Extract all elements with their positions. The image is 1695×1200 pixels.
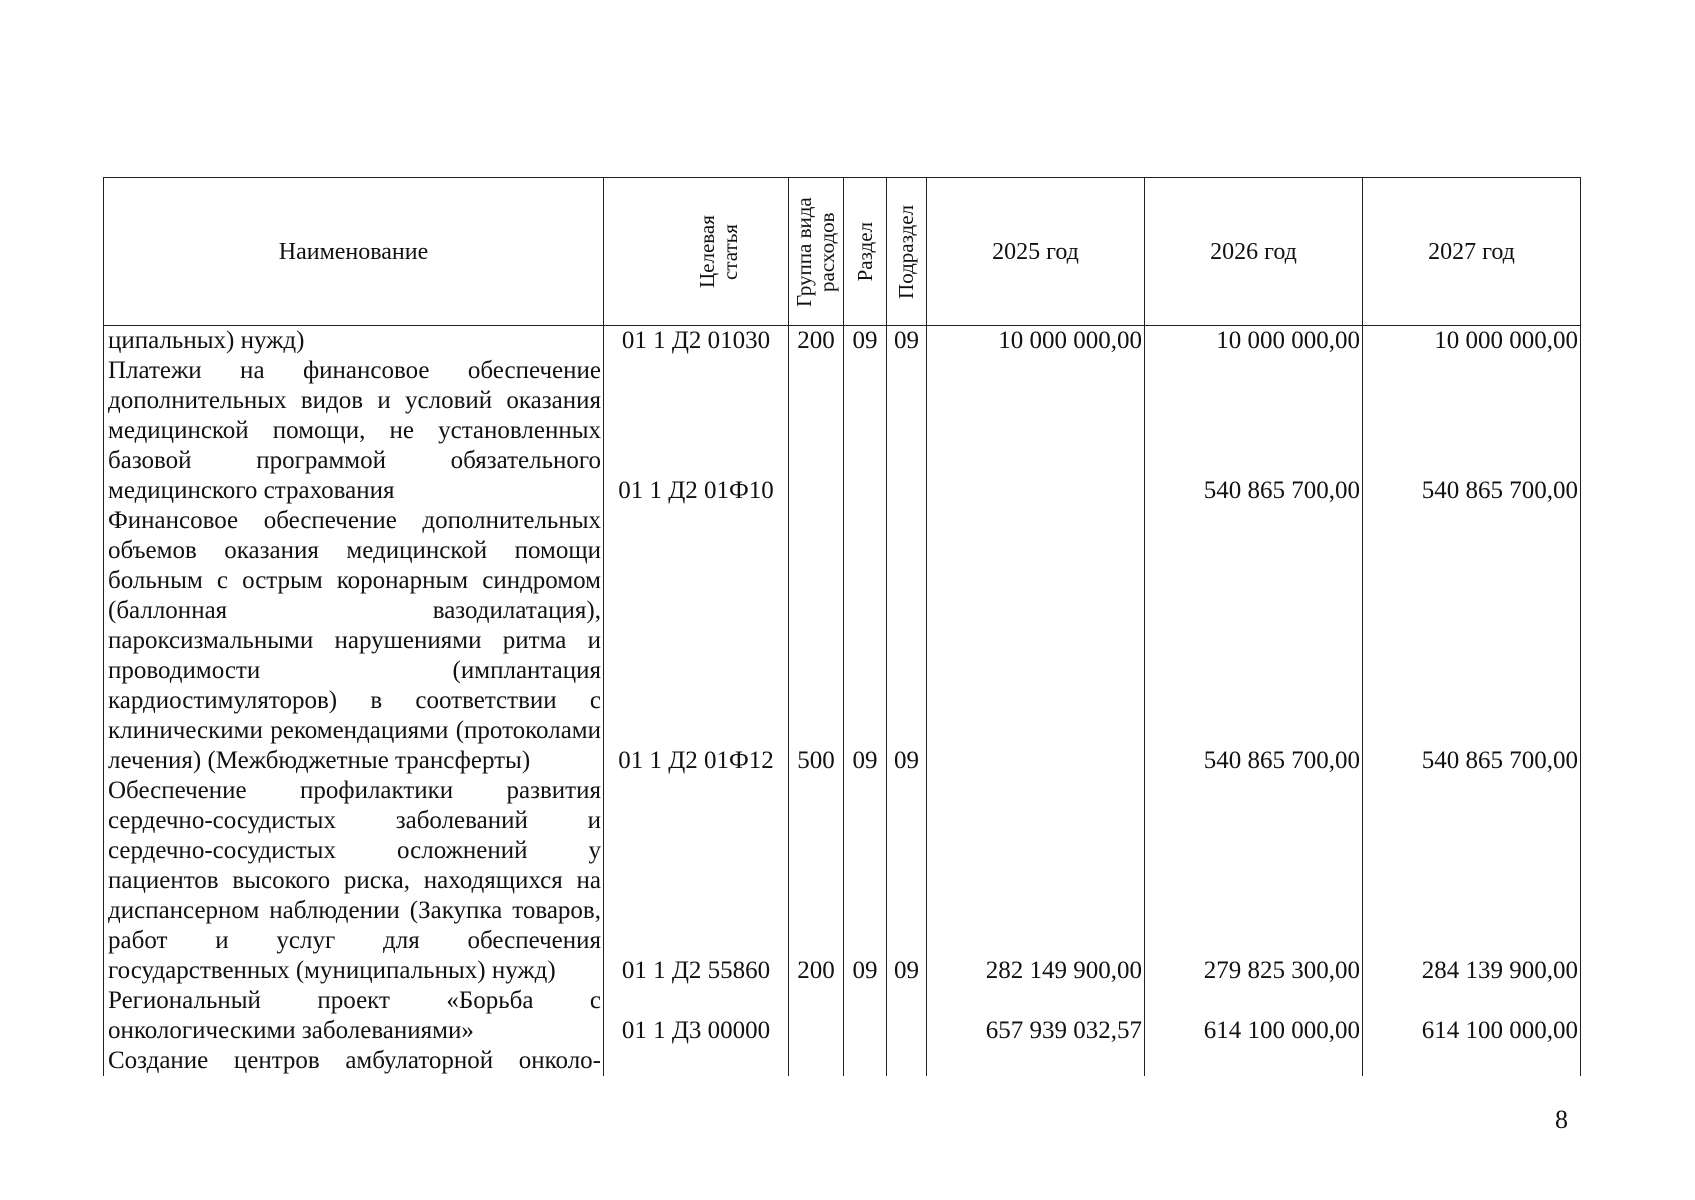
row-2026: 10 000 000,00: [1145, 326, 1363, 357]
row-2025: 657 939 032,57: [927, 986, 1145, 1046]
header-row: [104, 178, 1581, 326]
header-expense-group: [789, 178, 844, 326]
row-2027: [1363, 1046, 1581, 1076]
row-name: Обеспечение профилактики развития сердечно-сосудистых заболеваний и сердечно-сосудистых осложнений у пациентов высокого риска, находящихся на диспансерном наблюдении (Закупка товаров, работ и услуг для обеспечения государственных (муниципальных) нужд): [104, 776, 604, 986]
row-2025: 10 000 000,00: [927, 326, 1145, 357]
row-code: [604, 1046, 789, 1076]
row-group: 200: [789, 326, 844, 357]
row-section: 09: [844, 776, 887, 986]
row-group: 500: [789, 506, 844, 776]
table-row: [104, 356, 1581, 506]
row-subsection: 09: [887, 326, 927, 357]
row-group: [789, 986, 844, 1046]
header-section: [844, 178, 887, 326]
row-2026: [1145, 1046, 1363, 1076]
row-2027: 540 865 700,00: [1363, 356, 1581, 506]
row-2027: 10 000 000,00: [1363, 326, 1581, 357]
row-2027: 540 865 700,00: [1363, 506, 1581, 776]
row-section: [844, 986, 887, 1046]
row-section: 09: [844, 326, 887, 357]
row-2026: 540 865 700,00: [1145, 356, 1363, 506]
row-subsection: [887, 356, 927, 506]
row-2026: 279 825 300,00: [1145, 776, 1363, 986]
row-group: [789, 1046, 844, 1076]
header-name: Наименование: [104, 178, 604, 326]
header-2025: 2025 год: [927, 178, 1145, 326]
row-subsection: 09: [887, 776, 927, 986]
table-row: [104, 776, 1581, 986]
row-2025: 282 149 900,00: [927, 776, 1145, 986]
row-subsection: 09: [887, 506, 927, 776]
row-name: Создание центров амбулаторной онколо-: [104, 1046, 604, 1076]
row-name: Платежи на финансовое обеспечение дополнительных видов и условий оказания медицинской помощи, не установленных базовой программой обязательного медицинского страхования: [104, 356, 604, 506]
row-code: 01 1 Д2 01Ф12: [604, 506, 789, 776]
row-code: 01 1 Д2 55860: [604, 776, 789, 986]
table-row: [104, 506, 1581, 776]
row-group: [789, 356, 844, 506]
row-2026: 614 100 000,00: [1145, 986, 1363, 1046]
row-name: Региональный проект «Борьба с онкологическими заболеваниями»: [104, 986, 604, 1046]
table-row: [104, 986, 1581, 1046]
table-row: [104, 326, 1581, 357]
row-2025: [927, 506, 1145, 776]
row-2027: 614 100 000,00: [1363, 986, 1581, 1046]
row-2025: [927, 1046, 1145, 1076]
row-code: 01 1 Д2 01Ф10: [604, 356, 789, 506]
row-section: 09: [844, 506, 887, 776]
row-subsection: [887, 986, 927, 1046]
row-section: [844, 1046, 887, 1076]
header-2027: 2027 год: [1363, 178, 1581, 326]
table-row: [104, 1046, 1581, 1076]
header-section-text: Раздел: [852, 221, 877, 282]
row-name: Финансовое обеспечение дополнительных объемов оказания медицинской помощи больным с острым коронарным синдромом (баллонная вазодилатация), пароксизмальными нарушениями ритма и проводимости (имплантация кардиостимуляторов) в соответствии с клиническими рекомендациями (протоколами лечения) (Межбюджетные трансферты): [104, 506, 604, 776]
header-2026: 2026 год: [1145, 178, 1363, 326]
budget-table: [103, 177, 1581, 1076]
header-target-article-text: Целевая статья: [694, 215, 742, 288]
header-target-article: [604, 178, 789, 326]
row-code: 01 1 Д2 01030: [604, 326, 789, 357]
header-subsection-text: Подраздел: [894, 204, 918, 299]
row-name: ципальных) нужд): [104, 326, 604, 357]
row-2025: [927, 356, 1145, 506]
row-subsection: [887, 1046, 927, 1076]
page-number: 8: [1555, 1105, 1568, 1134]
row-2026: 540 865 700,00: [1145, 506, 1363, 776]
row-group: 200: [789, 776, 844, 986]
row-section: [844, 356, 887, 506]
header-expense-group-text: Группа вида расходов: [792, 196, 839, 307]
row-2027: 284 139 900,00: [1363, 776, 1581, 986]
row-code: 01 1 Д3 00000: [604, 986, 789, 1046]
header-subsection: [887, 178, 927, 326]
